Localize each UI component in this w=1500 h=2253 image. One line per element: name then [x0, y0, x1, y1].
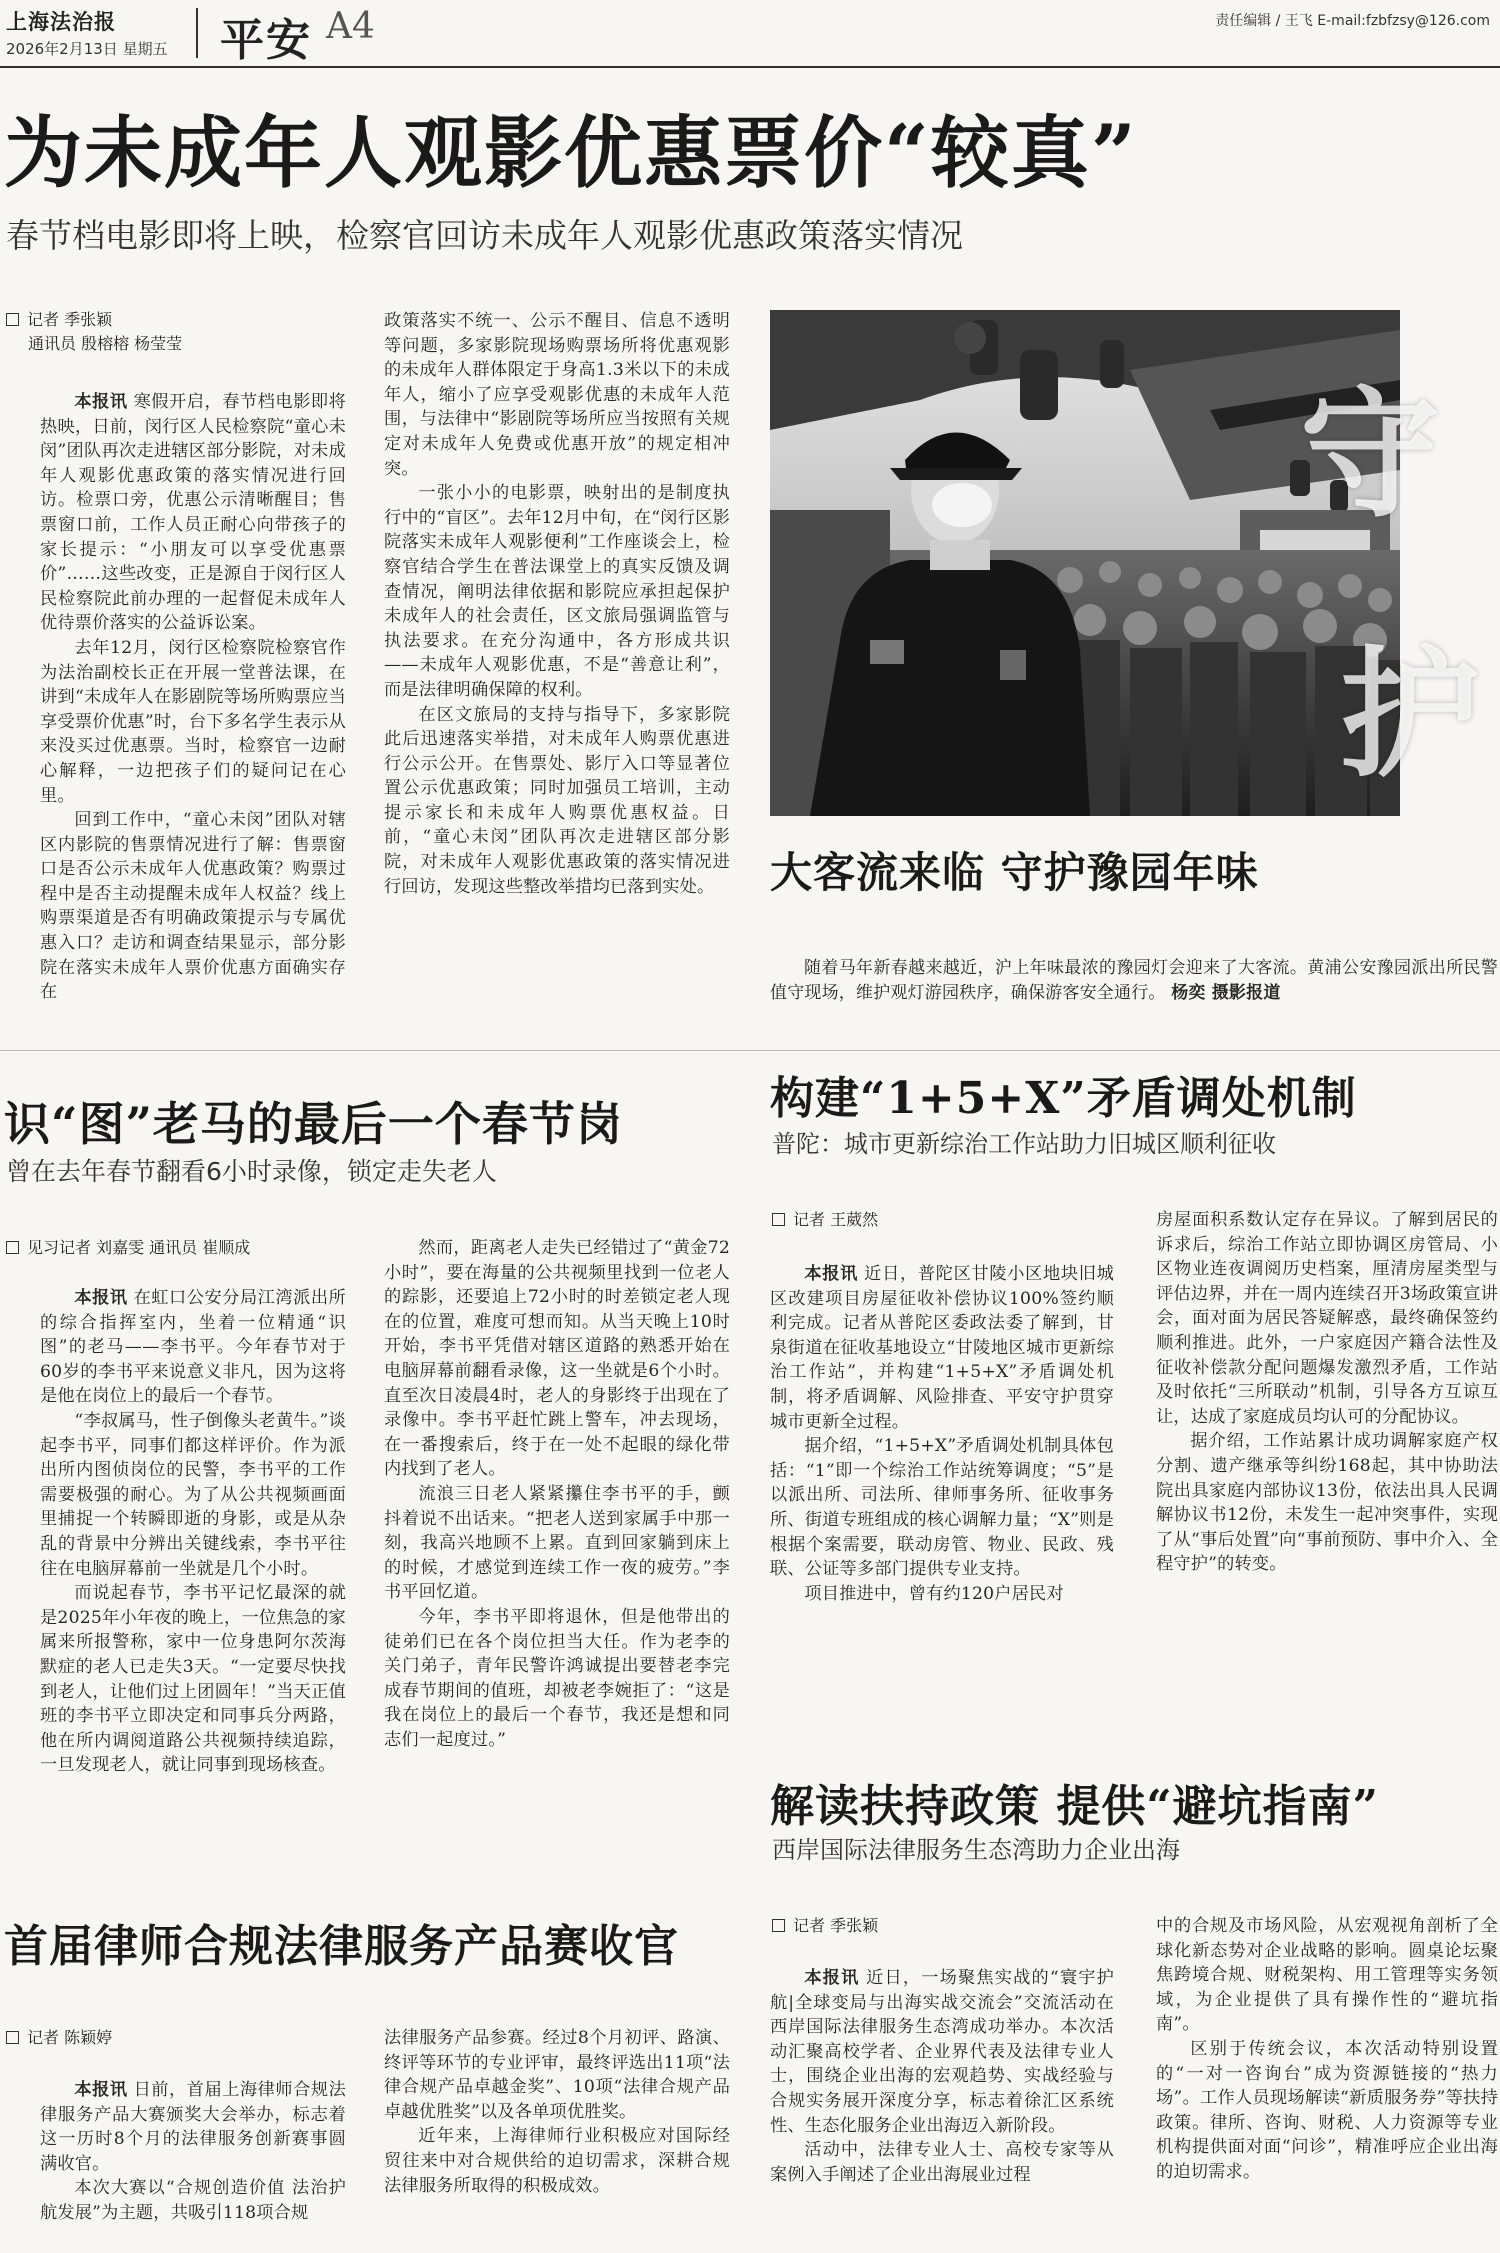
story2-col-1 — [40, 1286, 346, 1778]
byline-box-icon — [772, 1919, 785, 1932]
story4-byline-text: 记者 陈颖婷 — [27, 2028, 113, 2047]
masthead-logo: 上海法治报 — [6, 9, 116, 34]
story3-byline — [772, 1208, 878, 1232]
byline-box-icon — [6, 313, 19, 326]
paragraph: 项目推进中，曾有约120户居民对 — [804, 1583, 1064, 1604]
byline-box-icon — [6, 2031, 19, 2044]
photo-headline: 大客流来临 守护豫园年味 — [770, 848, 1259, 897]
photo-credit: 杨奕 摄影报道 — [1171, 982, 1281, 1003]
paragraph: “李叔属马，性子倒像头老黄牛。”谈起李书平，同事们都这样评价。作为派出所内图侦岗位的民警，李书平的工作需要极强的耐心。为了从公共视频画面里捕捉一个转瞬即逝的身影，或是从杂乱的背景中分辨出关键线索，李书平往往在电脑屏幕前一坐就是几个小时。 — [40, 1410, 346, 1579]
paragraph: 而说起春节，李书平记忆最深的就是2025年小年夜的晚上，一位焦急的家属来所报警称，家中一位身患阿尔茨海默症的老人已走失3天。“一定要尽快找到老人，让他们过上团圆年！”当天正值班的李书平立即决定和同事兵分两路，他在所内调阅道路公共视频持续追踪，一旦发现老人，就让同事到现场核查。 — [40, 1583, 346, 1776]
story3-col-2 — [1156, 1208, 1498, 1577]
story4-col-2 — [384, 2026, 730, 2198]
story5-col-1 — [770, 1966, 1114, 2187]
story2-subheadline: 曾在去年春节翻看6小时录像，锁定走失老人 — [6, 1157, 497, 1186]
paragraph: 随着马年新春越来越近，沪上年味最浓的豫园灯会迎来了大客流。黄浦公安豫园派出所民警值守现场，维护观灯游园秩序，确保游客安全通行。 杨奕 摄影报道 — [770, 958, 1498, 1003]
story5-headline: 解读扶持政策 提供“避坑指南” — [770, 1781, 1379, 1832]
paragraph: 一张小小的电影票，映射出的是制度执行中的“盲区”。去年12月中旬，在“闵行区影院落实未成年人观影便利”工作座谈会上，检察官结合学生在普法课堂上的真实反馈及调查情况，阐明法律依据和影院应承担起保护未成年人的社会责任，区文旅局强调监管与执法要求。在充分沟通中，各方形成共识——未成年人观影优惠，不是“善意让利”，而是法律明确保障的权利。 — [384, 483, 730, 700]
lead-col-1 — [40, 390, 346, 1005]
story2-byline-text: 见习记者 刘嘉雯 通讯员 崔顺成 — [27, 1238, 251, 1257]
story3-col-1 — [770, 1262, 1114, 1606]
header-rule — [0, 66, 1500, 68]
paragraph: 房屋面积系数认定存在异议。了解到居民的诉求后，综治工作站立即协调区房管局、小区物业连夜调阅历史档案，厘清房屋类型与评估边界，并在一周内连续召开3场政策宣讲会，面对面为居民答疑解惑，最终确保签约顺利推进。此外，一户家庭因产籍合法性及征收补偿款分配问题爆发激烈矛盾，工作站及时依托“三所联动”机制，引导各方互谅互让，达成了家庭成员均认可的分配协议。 — [1156, 1210, 1498, 1427]
paragraph: 本报讯 日前，首届上海律师合规法律服务产品大赛颁奖大会举办，标志着这一历时8个月的法律服务创新赛事圆满收官。 — [40, 2080, 346, 2174]
story3-byline-text: 记者 王葳然 — [793, 1210, 879, 1229]
story4-byline — [6, 2026, 112, 2050]
story2-headline: 识“图”老马的最后一个春节岗 — [4, 1097, 623, 1151]
paragraph: 在区文旅局的支持与指导下，多家影院此后迅速落实举措，对未成年人购票优惠进行公示公开。在售票处、影厅入口等显著位置公示优惠政策；同时加强员工培训，主动提示家长和未成年人购票优惠权益。日前，“童心未闵”团队再次走进辖区部分影院，对未成年人观影优惠政策的落实情况进行回访，发现这些整改举措均已落到实处。 — [384, 704, 730, 897]
byline-box-icon — [6, 1241, 19, 1254]
story4-headline: 首届律师合规法律服务产品赛收官 — [4, 1921, 679, 1972]
paragraph: 据介绍，工作站累计成功调解家庭产权分割、遗产继承等纠纷168起，其中协助法院出具家庭内部协议13份，依法出具人民调解协议书12份，未发生一起冲突事件，实现了从“事后处置”向“事前预防、事中介入、全程守护”的转变。 — [1156, 1431, 1498, 1575]
byline-box-icon — [772, 1213, 785, 1226]
paragraph: 然而，距离老人走失已经错过了“黄金72小时”，要在海量的公共视频里找到一位老人的踪影，还要追上72小时的时差锁定老人现在的位置，难度可想而知。从当天晚上10时开始，李书平凭借对辖区道路的熟悉开始在电脑屏幕前翻看录像，这一坐就是6个小时。直至次日凌晨4时，老人的身影终于出现在了录像中。李书平赶忙跳上警车，冲去现场，在一番搜索后，终于在一处不起眼的绿化带内找到了老人。 — [384, 1238, 730, 1480]
lead-headline: 为未成年人观影优惠票价“较真” — [4, 108, 1138, 199]
paragraph: 近年来，上海律师行业积极应对国际经贸往来中对合规供给的迫切需求，深耕合规法律服务所取得的积极成效。 — [384, 2126, 730, 2196]
lead-col-2 — [384, 309, 730, 899]
page-number: A4 — [326, 6, 375, 47]
story5-col-2 — [1156, 1914, 1498, 2185]
header-divider — [196, 8, 198, 58]
paragraph: 流浪三日老人紧紧攥住李书平的手，颤抖着说不出话来。“把老人送到家属手中那一刻，我高兴地顾不上累。直到回家躺到床上的时候，才感觉到连续工作一夜的疲劳。”李书平回忆道。 — [384, 1483, 730, 1603]
issue-date: 2026年2月13日 星期五 — [6, 40, 168, 58]
paragraph: 本报讯 近日，一场聚焦实战的“寰宇护航|全球变局与出海实战交流会”交流活动在西岸国际法律服务生态湾成功举办。本次活动汇聚高校学者、企业界代表及法律专业人士，围绕企业出海的宏观趋势、实战经验与合规实务展开深度分享，标志着徐汇区系统性、生态化服务企业出海迈入新阶段。 — [770, 1968, 1114, 2136]
story2-byline — [6, 1236, 250, 1260]
photo-watermark-char-1: 守 — [1300, 373, 1441, 537]
paragraph: 本报讯 在虹口公安分局江湾派出所的综合指挥室内，坐着一位精通“识图”的老马——李书平。今年春节对于60岁的李书平来说意义非凡，因为这将是他在岗位上的最后一个春节。 — [40, 1288, 346, 1407]
paragraph: 本次大赛以“合规创造价值 法治护航发展”为主题，共吸引118项合规 — [40, 2178, 346, 2223]
story5-subheadline: 西岸国际法律服务生态湾助力企业出海 — [772, 1836, 1180, 1864]
photo-watermark-char-2: 护 — [1340, 633, 1481, 797]
lead-byline-reporter: 记者 季张颖 — [27, 310, 113, 329]
lead-byline — [6, 308, 182, 356]
lead-byline-correspondents: 通讯员 殷榕榕 杨莹莹 — [28, 334, 183, 353]
paragraph: 今年，李书平即将退休，但是他带出的徒弟们已在各个岗位担当大任。作为老李的关门弟子，青年民警许鸿诚提出要替老李完成春节期间的值班，却被老李婉拒了：“这是我在岗位上的最后一个春节，我还是想和同志们一起度过。” — [384, 1606, 730, 1750]
story3-subheadline: 普陀：城市更新综治工作站助力旧城区顺利征收 — [772, 1130, 1276, 1158]
story5-byline — [772, 1914, 878, 1938]
lead-subheadline: 春节档电影即将上映，检察官回访未成年人观影优惠政策落实情况 — [6, 216, 963, 255]
story4-col-1 — [40, 2078, 346, 2226]
story2-col-2 — [384, 1236, 730, 1752]
paragraph: 活动中，法律专业人士、高校专家等从案例入手阐述了企业出海展业过程 — [770, 2140, 1114, 2185]
paragraph: 区别于传统会议，本次活动特别设置的“一对一咨询台”成为资源链接的“热力场”。工作人员现场解读“新质服务券”等扶持政策。律所、咨询、财税、人力资源等专业机构提供面对面“问诊”，精准呼应企业出海的迫切需求。 — [1156, 2038, 1498, 2182]
paragraph: 据介绍，“1+5+X”矛盾调处机制具体包括：“1”即一个综治工作站统筹调度；“5”是以派出所、司法所、律师事务所、征收事务所、街道专班组成的核心调解力量；“X”则是根据个案需要，联动房管、物业、民政、残联、公证等多部门提供专业支持。 — [770, 1436, 1114, 1580]
section-title: 平安 — [220, 15, 312, 66]
editor-info: 责任编辑 / 王飞 E-mail:fzbfzsy@126.com — [1215, 13, 1490, 29]
paragraph: 政策落实不统一、公示不醒目、信息不透明等问题，多家影院现场购票场所将优惠观影的未成年人群体限定于身高1.3米以下的未成年人，缩小了应享受观影优惠的未成年人范围，与法律中“影剧院等场所应当按照有关规定对未成年人免费或优惠开放”的规定相冲突。 — [384, 311, 730, 479]
story5-byline-text: 记者 季张颖 — [793, 1916, 879, 1935]
paragraph: 中的合规及市场风险，从宏观视角剖析了全球化新态势对企业战略的影响。圆桌论坛聚焦跨境合规、财税架构、用工管理等实务领域，为企业提供了具有操作性的“避坑指南”。 — [1156, 1916, 1498, 2035]
photo-caption — [770, 956, 1498, 1005]
paragraph: 本报讯 寒假开启，春节档电影即将热映，日前，闵行区人民检察院“童心未闵”团队再次走进辖区部分影院，对未成年人观影优惠政策的落实情况进行回访。检票口旁，优惠公示清晰醒目；售票窗口前，工作人员正耐心向带孩子的家长提示：“小朋友可以享受优惠票价”……这些改变，正是源自于闵行区人民检察院此前办理的一起督促未成年人优待票价落实的公益诉讼案。 — [40, 392, 346, 634]
section-rule — [0, 1050, 1500, 1051]
story3-headline: 构建“1+5+X”矛盾调处机制 — [770, 1073, 1357, 1124]
paragraph: 去年12月，闵行区检察院检察官作为法治副校长正在开展一堂普法课，在讲到“未成年人在影剧院等场所购票应当享受票价优惠”时，台下多名学生表示从来没买过优惠票。当时，检察官一边耐心解释，一边把孩子们的疑问记在心里。 — [40, 637, 346, 806]
paragraph: 法律服务产品参赛。经过8个月初评、路演、终评等环节的专业评审，最终评选出11项“法律合规产品卓越金奖”、10项“法律合规产品卓越优胜奖”以及各单项优胜奖。 — [384, 2028, 730, 2122]
paragraph: 回到工作中，“童心未闵”团队对辖区内影院的售票情况进行了解：售票窗口是否公示未成年人优惠政策？购票过程中是否主动提醒未成年人权益？线上购票渠道是否有明确政策提示与专属优惠入口？走访和调查结果显示，部分影院在落实未成年人票价优惠方面确实存在 — [40, 810, 346, 1003]
paragraph: 本报讯 近日，普陀区甘陵小区地块旧城区改建项目房屋征收补偿协议100%签约顺利完成。记者从普陀区委政法委了解到，甘泉街道在征收基地设立“甘陵地区城市更新综治工作站”，并构建“1+5+X”矛盾调处机制，将矛盾调解、风险排查、平安守护贯穿城市更新全过程。 — [770, 1264, 1114, 1432]
